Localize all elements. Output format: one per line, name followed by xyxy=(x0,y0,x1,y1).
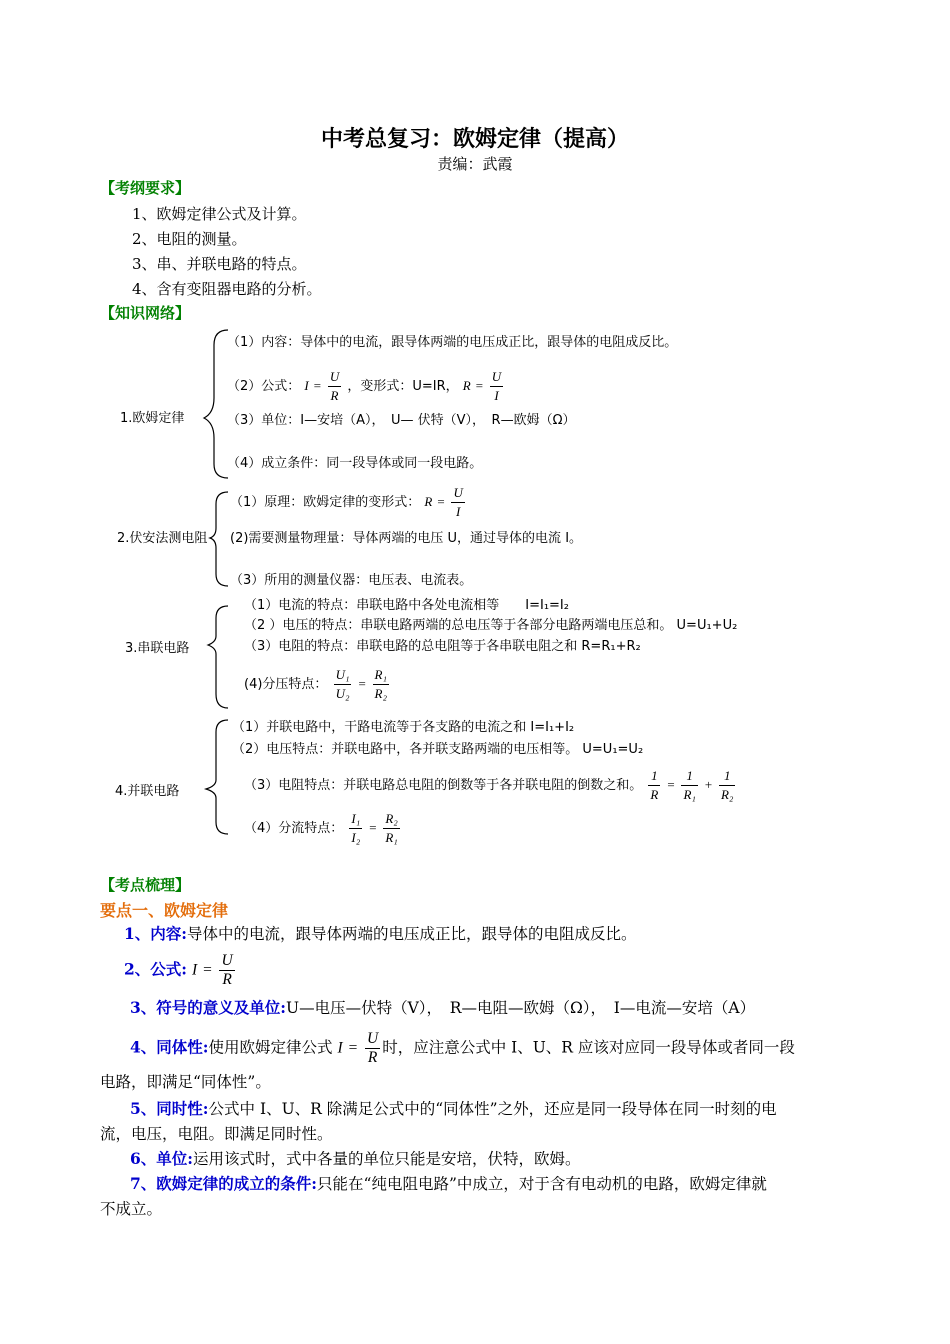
key-point-6 xyxy=(130,1146,581,1172)
key-point-7 xyxy=(130,1171,767,1197)
point-heading: 要点一、欧姆定律 xyxy=(100,901,229,920)
fraction-r2-over-r1: $\frac{\text{R₂}}{\text{R₁}}$ xyxy=(385,811,398,845)
brace-voltammeter xyxy=(210,492,228,586)
formula-symbol: = xyxy=(202,961,213,979)
fraction-i1-over-i2: $\frac{\text{I₁}}{\text{I₂}}$ xyxy=(351,811,361,845)
formula-symbol: = xyxy=(357,676,367,691)
section-heading-key-points: 【考点梳理】 xyxy=(100,876,191,894)
series-resistance: （3）电阻的特点：串联电路的总电阻等于各串联电阻之和 R=R₁+R₂ xyxy=(244,639,641,654)
formula-symbol: I xyxy=(191,961,198,979)
point-text: 公式中 I、U、R 除满足公式中的“同体性”之外，还应是同一段导体在同一时刻的电 xyxy=(208,1100,777,1118)
key-point-7-cont: 不成立。 xyxy=(100,1200,163,1218)
fraction-r1-over-r2: $\frac{\text{R₁}}{\text{R₂}}$ xyxy=(374,667,388,701)
requirement-item: 4、含有变阻器电路的分析。 xyxy=(132,280,322,298)
formula-symbol: R xyxy=(462,378,471,393)
fraction-u-over-i: $\frac{U}{I}$ xyxy=(453,485,463,519)
brace-parallel xyxy=(206,720,228,834)
series-divider xyxy=(244,666,391,703)
ohm-variant-text: ，变形式：U=IR， xyxy=(347,379,459,394)
key-point-4-cont: 电路，即满足“同体性”。 xyxy=(100,1073,271,1091)
key-point-5 xyxy=(130,1096,777,1122)
ohm-formula-label: （2）公式： xyxy=(227,379,301,394)
ohm-condition: （4）成立条件：同一段导体或同一段电路。 xyxy=(227,456,483,471)
fraction-u-over-r: $\frac{U}{R}$ xyxy=(221,952,233,988)
section-heading-requirements: 【考纲要求】 xyxy=(100,179,191,197)
fraction-u-over-i: $\frac{U}{I}$ xyxy=(491,369,502,403)
formula-symbol: I xyxy=(304,378,309,393)
point-text: 只能在“纯电阻电路”中成立，对于含有电动机的电路，欧姆定律就 xyxy=(317,1175,767,1193)
point-label: 7、欧姆定律的成立的条件: xyxy=(130,1174,318,1193)
point-label: 5、同时性: xyxy=(130,1099,209,1118)
formula-symbol: I xyxy=(337,1039,343,1057)
formula-symbol: = xyxy=(312,378,322,393)
point-label: 4、同体性: xyxy=(130,1037,209,1057)
requirement-item: 1、欧姆定律公式及计算。 xyxy=(132,205,307,223)
requirement-item: 3、串、并联电路的特点。 xyxy=(132,255,307,273)
author-line: 责编：武霞 xyxy=(437,155,513,173)
series-label: 3.串联电路 xyxy=(125,641,190,656)
key-point-3 xyxy=(130,995,755,1021)
point-text: 使用欧姆定律公式 xyxy=(208,1038,333,1057)
principle-text: （1）原理：欧姆定律的变形式： xyxy=(230,495,421,510)
parallel-current: （1）并联电路中，干路电流等于各支路的电流之和 I=I₁+I₂ xyxy=(232,720,575,735)
divider-text: (4)分压特点： xyxy=(244,677,328,692)
parallel-resistance xyxy=(244,767,737,804)
point-label: 3、符号的意义及单位: xyxy=(130,998,287,1017)
point-text: 时，应注意公式中 I、U、R 应该对应同一段导体或者同一段 xyxy=(382,1038,795,1057)
point-label: 6、单位: xyxy=(130,1149,194,1168)
parallel-label: 4.并联电路 xyxy=(115,784,180,799)
formula-symbol: = xyxy=(436,494,446,509)
series-current: （1）电流的特点：串联电路中各处电流相等 I=I₁=I₂ xyxy=(244,598,569,613)
parallel-voltage: （2）电压特点：并联电路中，各并联支路两端的电压相等。 U=U₁=U₂ xyxy=(232,742,644,757)
point-label: 2、公式: xyxy=(124,959,188,979)
voltammeter-quantities: (2)需要测量物理量：导体两端的电压 U，通过导体的电流 I。 xyxy=(230,531,583,546)
fraction-1-over-r1: $\frac{1}{\text{R₁}}$ xyxy=(683,768,696,802)
section-heading-network: 【知识网络】 xyxy=(100,304,191,322)
voltammeter-principle xyxy=(230,484,467,521)
fraction-u1-over-u2: $\frac{\text{U₁}}{\text{U₂}}$ xyxy=(335,667,350,701)
requirement-item: 2、电阻的测量。 xyxy=(132,230,247,248)
brace-series xyxy=(208,606,228,708)
formula-symbol: R xyxy=(424,494,433,509)
formula-symbol: = xyxy=(666,777,676,792)
point-text: 运用该式时，式中各量的单位只能是安培，伏特，欧姆。 xyxy=(193,1150,581,1168)
formula-symbol: + xyxy=(704,777,713,792)
ohm-formula-row xyxy=(227,368,505,405)
page-title: 中考总复习：欧姆定律（提高） xyxy=(320,126,629,152)
fraction-u-over-r: $\frac{U}{R}$ xyxy=(366,1030,379,1066)
fraction-1-over-r2: $\frac{1}{\text{R₂}}$ xyxy=(720,768,734,802)
divider-text: （4）分流特点： xyxy=(244,821,344,836)
formula-symbol: = xyxy=(347,1039,359,1057)
voltammeter-instruments: （3）所用的测量仪器：电压表、电流表。 xyxy=(230,573,473,588)
brace-ohm xyxy=(204,330,228,478)
point-text: U—电压—伏特（V）， R—电阻—欧姆（Ω）， I—电流—安培（A） xyxy=(286,999,756,1017)
fraction-1-over-r: $\frac{1}{R}$ xyxy=(650,768,659,802)
formula-symbol: = xyxy=(474,378,484,393)
ohm-law-label: 1.欧姆定律 xyxy=(120,411,185,426)
resistance-text: （3）电阻特点：并联电路总电阻的倒数等于各并联电阻的倒数之和。 xyxy=(244,778,643,793)
point-label: 1、内容: xyxy=(124,924,188,943)
series-voltage: （2 ）电压的特点：串联电路两端的总电压等于各部分电路两端电压总和。 U=U₁+U₂ xyxy=(244,618,738,633)
fraction-u-over-r: $\frac{U}{R}$ xyxy=(329,369,340,403)
key-point-5-cont: 流，电压，电阻。即满足同时性。 xyxy=(100,1125,333,1143)
formula-symbol: = xyxy=(368,820,378,835)
parallel-divider xyxy=(244,810,402,847)
key-point-1 xyxy=(124,921,637,947)
voltammeter-label: 2.伏安法测电阻 xyxy=(117,531,208,546)
ohm-content: （1）内容：导体中的电流，跟导体两端的电压成正比，跟导体的电阻成反比。 xyxy=(227,335,678,350)
key-point-2 xyxy=(124,952,237,989)
key-point-4 xyxy=(130,1030,795,1067)
point-text: 导体中的电流，跟导体两端的电压成正比，跟导体的电阻成反比。 xyxy=(187,925,637,943)
ohm-units: （3）单位：I—安培（A）， U— 伏特（V）， R—欧姆（Ω） xyxy=(227,413,576,428)
